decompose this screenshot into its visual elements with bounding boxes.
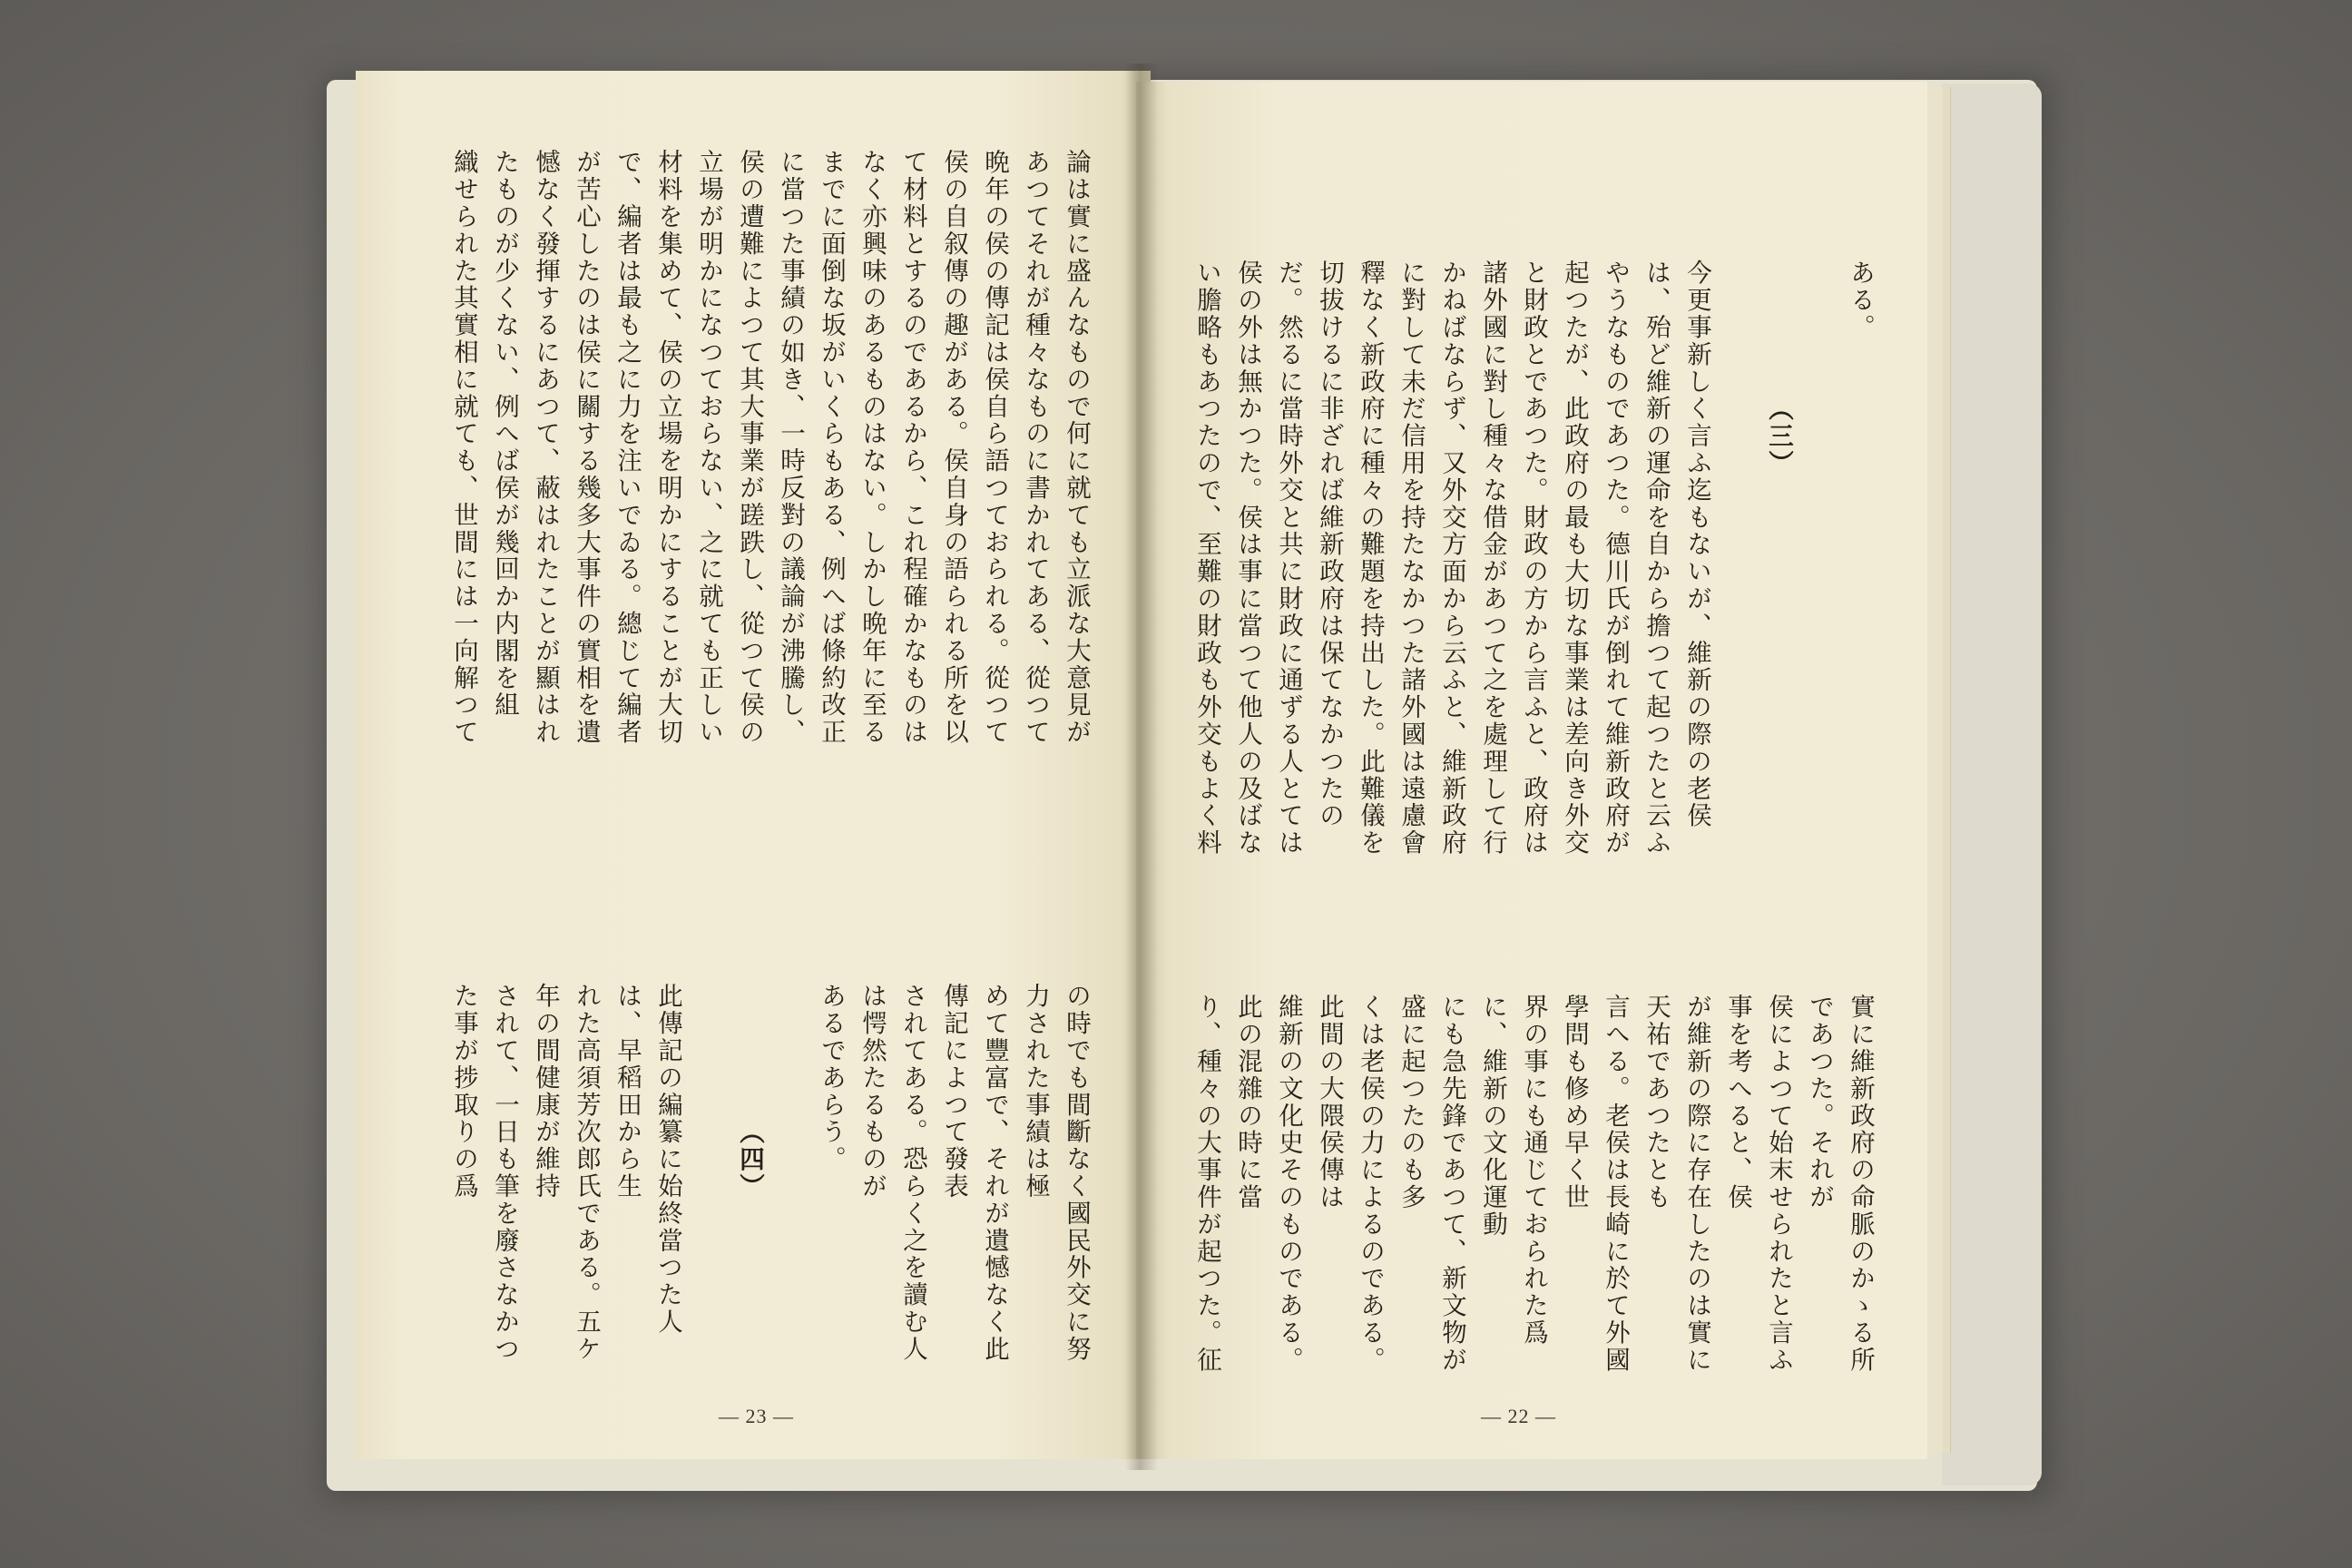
text-line: れた高須芳次郎氏である。五ケ年の間健康が維持: [531, 983, 601, 1363]
text-line: 織せられた其實相に就ても、世間には一向解つて: [449, 149, 478, 746]
left-page-number: — 23 —: [719, 1405, 794, 1427]
text-line: の時でも間斷なく國民外交に努力された事績は極: [1021, 983, 1091, 1363]
right-top-text-block: [1183, 260, 1880, 867]
book-gutter: [1125, 64, 1158, 1470]
text-line: 今更事新しく言ふ迄もないが、維新の際の老侯: [1682, 260, 1711, 829]
text-line: やうなものであつた。德川氏が倒れて維新政府が: [1601, 260, 1630, 857]
text-line: で、編者は最も之に力を注いでゐる。總じて編者: [612, 149, 642, 746]
text-line: 維新の文化史そのものである。此の混雜の時に當: [1233, 994, 1303, 1374]
text-line: 材料を集めて、侯の立場を明かにすることが大切: [653, 149, 682, 746]
text-line: までに面倒な坂がいくらもある、例へば條約改正: [817, 149, 846, 746]
text-line: あるであらう。: [817, 983, 846, 1173]
page-edge: [1943, 87, 1951, 1453]
text-line: 釋なく新政府に種々の難題を持出した。此難儀を: [1356, 260, 1385, 857]
text-line: なく亦興味のあるものはない。しかし晩年に至る: [858, 149, 887, 746]
text-line: たものが少くない、例へば侯が幾回か内閣を組: [490, 149, 519, 719]
left-page: [356, 71, 1151, 1459]
text-line: [769, 983, 810, 1382]
text-line: 論は實に盛んなもので何に就ても立派な大意見が: [1062, 149, 1091, 746]
text-line: [1717, 260, 1758, 867]
text-line: 起つたが、此政府の最も大切な事業は差向き外交: [1560, 260, 1589, 857]
text-line: て材料とするのであるから、これ程確かなものは: [898, 149, 927, 746]
text-line: めて豐富で、それが遺憾なく此傳記によつて發表: [939, 983, 1009, 1363]
text-line: 界の事にも通じておられた爲に、維新の文化運動: [1478, 994, 1548, 1347]
book-cover-edge: [1942, 83, 2042, 1485]
text-line: くは老侯の力によるのである。此間の大隈侯傳は: [1315, 994, 1385, 1374]
text-line: にも急先鋒であつて、新文物が盛に起つたのも多: [1396, 994, 1466, 1374]
text-line: 侯の外は無かつた。侯は事に當つて他人の及ばな: [1233, 260, 1262, 857]
text-line: 侯の遭難によつて其大事業が蹉跌し、從つて侯の: [735, 149, 764, 746]
text-line: り、種々の大事件が起つた。征: [1192, 994, 1221, 1374]
text-line: 晩年の侯の傳記は侯自ら語つておられる。從つて: [980, 149, 1009, 746]
text-line: 言へる。老侯は長崎に於て外國學問も修め早く世: [1560, 994, 1630, 1374]
text-line: （三）: [1764, 396, 1793, 477]
text-line: 切拔けるに非ざれば維新政府は保てなかつたの: [1315, 260, 1344, 829]
text-line: [688, 983, 729, 1382]
text-line: 此傳記の編纂に始終當つた人は、早稻田から生: [612, 983, 682, 1336]
text-line: かねばならず、又外交方面から云ふと、維新政府: [1437, 260, 1466, 857]
text-line: 憾なく發揮するにあつて、蔽はれたことが顯はれ: [531, 149, 560, 746]
text-line: [1183, 260, 1186, 867]
text-line: されて、一日も筆を廢さなかつた事が捗取りの爲: [449, 983, 519, 1363]
text-line: 諸外國に對し種々な借金があつて之を處理して行: [1478, 260, 1507, 857]
right-page-number: — 22 —: [1481, 1405, 1556, 1427]
left-top-text-block: [445, 149, 1096, 849]
text-line: は、殆ど維新の運命を自から擔つて起つたと云ふ: [1642, 260, 1671, 857]
left-bottom-text-block: [445, 983, 1096, 1382]
text-line: に對して未だ信用を持たなかつた諸外國は遠慮會: [1396, 260, 1426, 857]
text-line: と財政とであつた。財政の方から言ふと、政府は: [1519, 260, 1548, 857]
text-line: に當つた事績の如き、一時反對の議論が沸騰し、: [776, 149, 805, 746]
text-line: が苦心したのは侯に關する幾多大事件の實相を遺: [572, 149, 601, 746]
text-line: 實に維新政府の命脈のかゝる所であつた。それが: [1805, 994, 1875, 1374]
text-line: が維新の際に存在したのは實に天祐であつたとも: [1642, 994, 1711, 1374]
right-bottom-text-block: [1183, 994, 1880, 1389]
text-line: 侯の自叙傳の趣がある。侯自身の語られる所を以: [939, 149, 968, 746]
text-line: だ。然るに當時外交と共に財政に通ずる人とては: [1274, 260, 1303, 857]
text-line: ある。: [1846, 260, 1875, 341]
text-line: （四）: [735, 1119, 764, 1200]
text-line: 侯によつて始末せられたと言ふ事を考へると、侯: [1723, 994, 1793, 1374]
text-line: あつてそれが種々なものに書かれてある、從つて: [1021, 149, 1050, 746]
right-page: [1136, 82, 1927, 1459]
text-line: い膽略もあつたので、至難の財政も外交もよく料: [1192, 260, 1221, 857]
text-line: されてある。恐らく之を讀む人は愕然たるものが: [858, 983, 927, 1363]
text-line: 立場が明かになつておらない、之に就ても正しい: [694, 149, 723, 746]
text-line: [1798, 260, 1839, 867]
